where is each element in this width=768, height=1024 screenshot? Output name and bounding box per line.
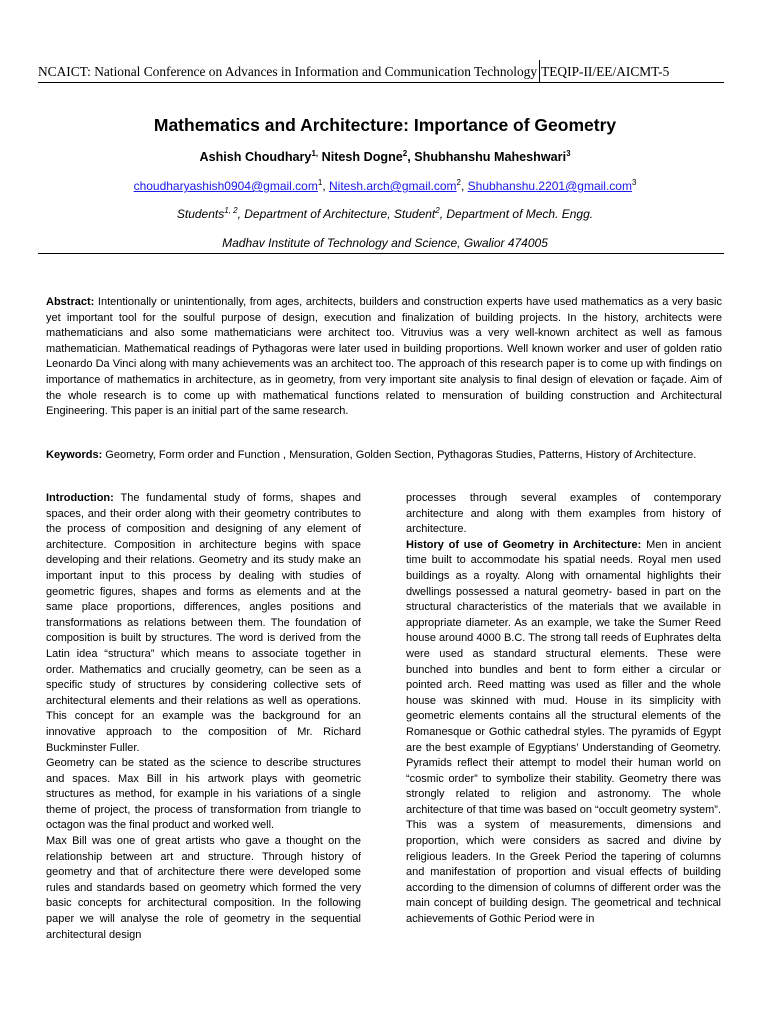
history-paragraph: [406, 538, 721, 928]
author-affil-mark: 2: [402, 148, 408, 158]
conference-name: NCAICT: National Conference on Advances in Information and Communication Technology: [38, 64, 538, 79]
body-paragraph: processes through several examples of contemporary architecture and along with them examples from history of architecture.: [406, 492, 721, 536]
author-affil-mark: 1,: [311, 148, 319, 158]
body-paragraph: Max Bill was one of great artists who gave a thought on the relationship between art and structure. Through history of geometry and that of architecture there were developed some rules and standards based on geometry which formed the very basic concepts for architectural composition. In the following paper we will analyse the role of geometry in the sequential architectural design: [46, 835, 361, 941]
header-rule: [38, 82, 724, 83]
affiliation-mark: 2: [435, 206, 440, 215]
email-affil-mark: 2: [456, 178, 461, 187]
abstract: [46, 295, 722, 420]
history-label: History of use of Geometry in Architecture:: [406, 538, 642, 551]
paper-title: Mathematics and Architecture: Importance of Geometry: [153, 115, 617, 135]
email-link[interactable]: Shubhanshu.2201@gmail.com: [467, 179, 632, 193]
history-text: Men in ancient time built to accommodate his spatial needs. Royal men used buildings as a royalty. Along with ornamental highlights their dwellings possessed a natural geometry- based in part on the structural characteristics of the materials that we available in appropriate diameter. As an example, we take the Sumer Reed house around 4000 B.C. The strong tall reeds of Euphrates delta were used as standard structural elements. These were bunched into bundles and bent to form either a circular or pointed arch. Reed matting was used as filler and the whole house was skinned with mud. House in its simplicity with geometric elements contains all the structural elements of the Romanesque or Gothic cathedral styles. The pyramids of Egypt are the best example of Egyptians’ Understanding of Geometry. Pyramids reflect their attempt to model their human world on “cosmic order” to symbolize their stability. Geometry there was strongly related to religion and astronomy. The whole architecture of that time was based on “occult geometry system”. This was a system of measurements, dimensions and proportion, which were considers as sacred and divine by religious leaders. In the Greek Period the tapering of columns and manifestation of proportion and visual effects of building according to the dimension of columns of different order was the main concept of building design. The geometrical and technical achievements of Gothic Period were in: [406, 538, 721, 926]
author-affil-mark: 3: [566, 148, 571, 158]
affiliation-mark: 1, 2: [224, 206, 238, 215]
author-list: [38, 148, 732, 166]
introduction-paragraph: [46, 491, 361, 756]
right-column: [406, 491, 721, 928]
email-separator: ,: [322, 179, 329, 193]
author-name: , Shubhanshu Maheshwari: [407, 150, 567, 164]
email-affil-mark: 3: [631, 178, 637, 187]
paper-code: TEQIP-II/EE/AICMT-5: [541, 64, 670, 79]
affiliation-departments: [38, 205, 732, 223]
abstract-label: Abstract:: [46, 296, 95, 308]
introduction-label: Introduction:: [46, 492, 114, 504]
email-separator: ,: [461, 179, 468, 193]
keywords-label: Keywords:: [46, 449, 103, 461]
abstract-text: Intentionally or unintentionally, from ages, architects, builders and construction experts have used mathematics as a very basic yet important tool for the soulful purpose of design, execution and finalization of building projects. In the history, architects were mathematicians and also some mathematicians were architect too. Vitruvius was a very well-known architect as well as famous mathematician. Mathematical readings of Pythagoras were later used in building proportions. Well known worker and user of golden ratio Leonardo Da Vinci along with many achievements was an architect too. The approach of this research paper is to come up with findings on importance of mathematics in architecture, as in geometry, from very important site analysis to final design of elevation or façade. Aim of the whole research is to come up with mathematical functions related to mensuration of building construction and Architectural Engineering. This paper is an initial part of the same research.: [46, 296, 722, 418]
introduction-text: The fundamental study of forms, shapes and spaces, and their order along with their geometry contributes to the process of composition and designing of any element of architecture. Composition in architecture begins with space developing and their relations. Geometry and its study make an important input to this process by dealing with studies of geometric figures, shapes and forms as elements and at the same place proportions, differences, angles positions and transformations as relations between them. The foundation of composition is built by structures. The word is derived from the Latin idea “structura” which means to associate together in order. Mathematics and crucially geometry, can be seen as a specific study of structures by considering collective sets of architectural elements and their relations as well as operations. This concept for an example was the background for an innovative approach to the composition of Mr. Richard Buckminster Fuller.: [46, 492, 361, 754]
email-list: [38, 177, 732, 195]
affiliation-text: Students: [176, 207, 225, 221]
keywords-text: Geometry, Form order and Function , Mensuration, Golden Section, Pythagoras Studies, Patterns, History of Architecture.: [102, 449, 697, 461]
header-divider: [539, 60, 540, 82]
email-link[interactable]: choudharyashish0904@gmail.com: [133, 179, 318, 193]
email-link[interactable]: Nitesh.arch@gmail.com: [328, 179, 457, 193]
email-affil-mark: 1: [317, 178, 323, 187]
affiliation-text: , Department of Architecture, Student: [237, 207, 436, 221]
running-header: [38, 60, 724, 82]
left-column: [46, 491, 361, 943]
author-name: Ashish Choudhary: [199, 150, 312, 164]
affiliation-institute: Madhav Institute of Technology and Science, Gwalior 474005: [222, 236, 548, 250]
title-block-rule: [38, 253, 724, 254]
affiliation-text: , Department of Mech. Engg.: [439, 207, 594, 221]
body-paragraph: Geometry can be stated as the science to describe structures and spaces. Max Bill in his artwork plays with geometric structures as method, for example in his variations of a single theme of project, the process of transformation from triangle to octagon was the final product and worked well.: [46, 757, 361, 832]
keywords: [46, 448, 722, 464]
author-name: Nitesh Dogne: [318, 150, 403, 164]
